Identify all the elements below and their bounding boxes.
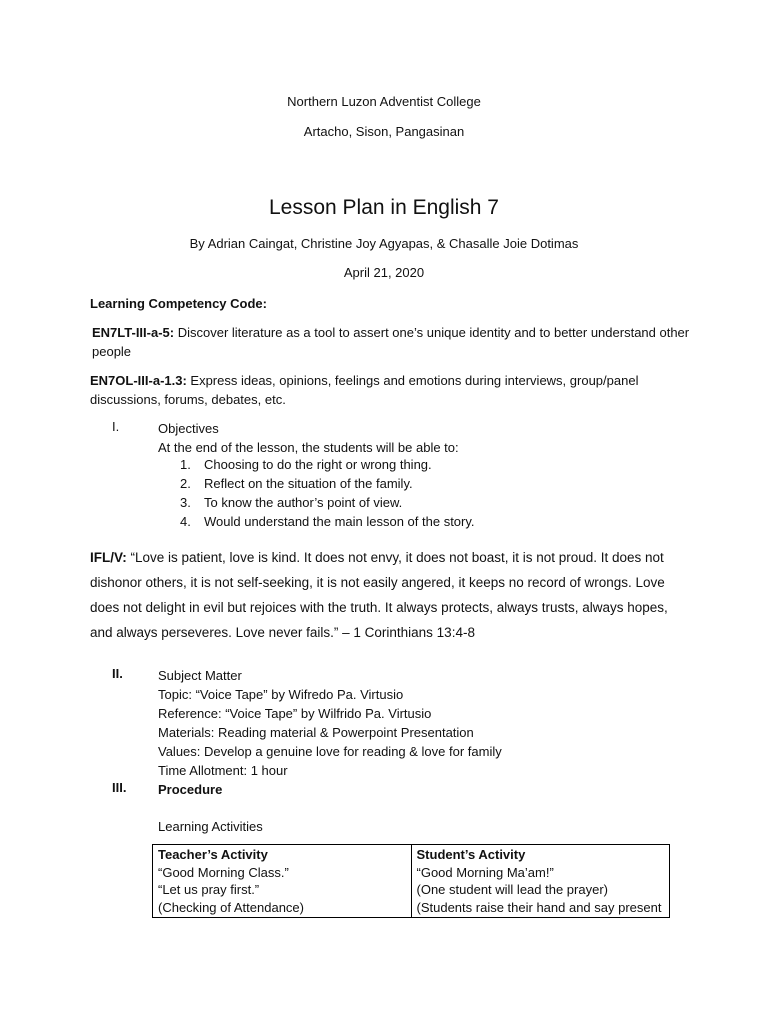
student-activity-cell (411, 845, 670, 918)
section-numeral: I. (112, 419, 120, 434)
date: April 21, 2020 (343, 265, 425, 280)
list-item: Choosing to do the right or wrong thing. (204, 457, 432, 472)
list-item: Would understand the main lesson of the story. (204, 514, 475, 529)
student-line: (One student will lead the prayer) (416, 882, 608, 897)
subject-matter-heading: Subject Matter (158, 668, 242, 683)
competency-code: EN7LT-III-a-5: (92, 325, 175, 340)
student-line: “Good Morning Ma’am!” (416, 864, 554, 880)
activities-table (152, 844, 670, 918)
competency-item-1 (92, 323, 692, 361)
list-number: 4. (180, 514, 191, 529)
teacher-activity-cell (153, 845, 412, 918)
subject-materials: Materials: Reading material & Powerpoint Presentation (158, 725, 474, 740)
learning-activities-label: Learning Activities (158, 819, 263, 834)
subject-topic: Topic: “Voice Tape” by Wifredo Pa. Virtusio (158, 687, 404, 702)
objectives-intro: At the end of the lesson, the students will be able to: (158, 440, 459, 455)
procedure-heading: Procedure (158, 782, 223, 797)
list-number: 1. (180, 457, 191, 472)
competency-heading: Learning Competency Code: (90, 296, 267, 311)
section-numeral: III. (112, 780, 127, 795)
authors: By Adrian Caingat, Christine Joy Agyapas, & Chasalle Joie Dotimas (189, 236, 579, 251)
list-number: 2. (180, 476, 191, 491)
document-title: Lesson Plan in English 7 (269, 196, 499, 219)
competency-code: EN7OL-III-a-1.3: (90, 373, 187, 388)
section-numeral: II. (112, 666, 123, 681)
table-row (153, 845, 670, 918)
competency-text: Discover literature as a tool to assert one’s unique identity and to better understand other people (92, 325, 690, 359)
iflv-paragraph (90, 545, 690, 645)
iflv-text: “Love is patient, love is kind. It does not envy, it does not boast, it is not proud. It does not dishonor others, it is not self-seeking, it is not easily angered, it keeps no record of wrongs. Love does not delight in evil but rejoices with the truth. It always protects, always trusts, always hopes, and always perseveres. Love never fails.” – 1 Corinthians 13:4-8 (90, 550, 668, 640)
teacher-line: “Let us pray first.” (158, 882, 260, 897)
list-item: To know the author’s point of view. (204, 495, 403, 510)
competency-text: Express ideas, opinions, feelings and emotions during interviews, group/panel discussions, forums, debates, etc. (90, 373, 639, 407)
list-number: 3. (180, 495, 191, 510)
list-item: Reflect on the situation of the family. (204, 476, 413, 491)
iflv-label: IFL/V: (90, 550, 127, 565)
teacher-line: “Good Morning Class.” (158, 864, 289, 880)
objectives-heading: Objectives (158, 421, 219, 436)
student-line: (Students raise their hand and say present (416, 899, 662, 915)
subject-time: Time Allotment: 1 hour (158, 763, 288, 778)
teacher-activity-header: Teacher’s Activity (158, 847, 268, 862)
subject-values: Values: Develop a genuine love for reading & love for family (158, 744, 502, 759)
student-activity-header: Student’s Activity (416, 847, 526, 862)
competency-item-2 (90, 371, 690, 409)
teacher-line: (Checking of Attendance) (158, 899, 304, 915)
subject-reference: Reference: “Voice Tape” by Wilfrido Pa. Virtusio (158, 706, 432, 721)
institution-name: Northern Luzon Adventist College (287, 94, 481, 109)
institution-address: Artacho, Sison, Pangasinan (303, 124, 465, 139)
